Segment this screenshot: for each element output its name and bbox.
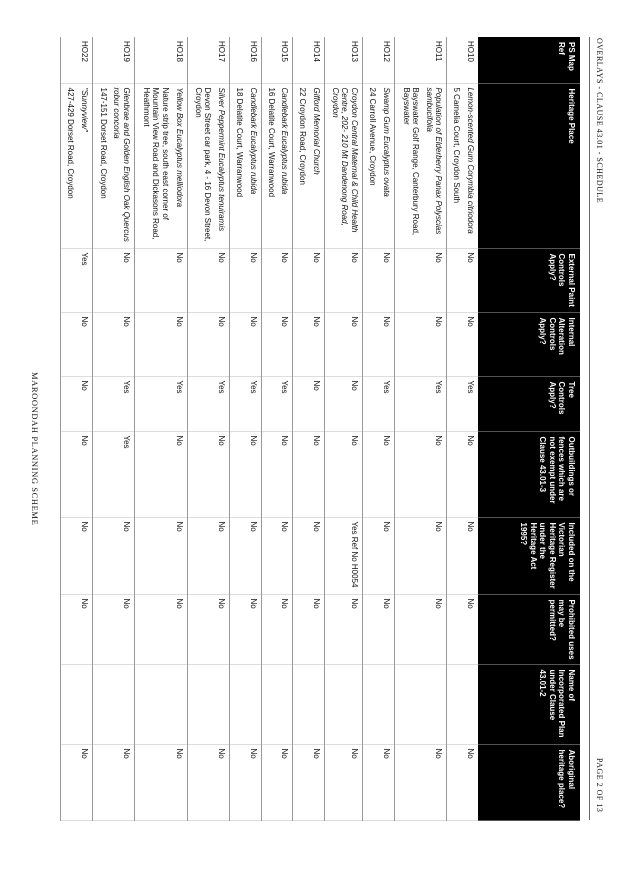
tree-cell: Yes: [92, 376, 134, 431]
schedule-table-rotated: [60, 37, 580, 820]
heritage-place-cell: [394, 83, 447, 248]
table-body: [61, 37, 479, 820]
heritage-place-cell: [447, 83, 478, 248]
column-header: Included on the Victorian Heritage Register under the Heritage Act 1995?: [478, 517, 580, 594]
prohibited-cell: No: [187, 594, 229, 664]
outbuildings-cell: No: [135, 431, 188, 517]
heritage-place-address: 16 Delatite Court, Warranwood: [266, 87, 276, 198]
ref-cell: HO18: [135, 37, 188, 83]
heritage-place-cell: [229, 83, 261, 248]
outbuildings-cell: No: [187, 431, 229, 517]
table-row: [61, 37, 93, 820]
outbuildings-cell: No: [61, 431, 93, 517]
column-header: Outbuildings or fences which are not exempt under Clause 43.01-3: [478, 431, 580, 517]
paint-cell: No: [362, 248, 394, 312]
heritage-place-name: Candlebark Eucalyptus rubida: [248, 87, 258, 195]
aboriginal-cell: No: [394, 744, 447, 820]
outbuildings-cell: Yes: [92, 431, 134, 517]
vhr-cell: Yes Ref No H0054: [325, 517, 363, 594]
paint-cell: Yes: [61, 248, 93, 312]
prohibited-cell: No: [261, 594, 293, 664]
table-header: [478, 37, 580, 820]
heritage-place-address: 5 Camelia Court, Croydon South: [452, 87, 462, 204]
internal-cell: No: [61, 312, 93, 376]
internal-cell: No: [229, 312, 261, 376]
internal-cell: No: [92, 312, 134, 376]
prohibited-cell: No: [293, 594, 325, 664]
aboriginal-cell: No: [92, 744, 134, 820]
vhr-cell: No: [261, 517, 293, 594]
internal-cell: No: [394, 312, 447, 376]
heritage-place-address: 147-151 Dorset Road, Croydon: [98, 87, 108, 199]
outbuildings-cell: No: [394, 431, 447, 517]
outbuildings-cell: No: [261, 431, 293, 517]
ref-cell: HO22: [61, 37, 93, 83]
vhr-cell: No: [61, 517, 93, 594]
column-header: Prohibited uses may be permitted?: [478, 594, 580, 664]
aboriginal-cell: No: [61, 744, 93, 820]
aboriginal-cell: No: [135, 744, 188, 820]
heritage-place-cell: [293, 83, 325, 248]
vhr-cell: No: [92, 517, 134, 594]
plan-cell: [447, 664, 478, 744]
paint-cell: No: [135, 248, 188, 312]
footer-clause: OVERLAYS - CLAUSE 43.01 - SCHEDULE: [595, 38, 604, 204]
footer-rule: [589, 37, 590, 820]
plan-cell: [394, 664, 447, 744]
aboriginal-cell: No: [447, 744, 478, 820]
tree-cell: No: [293, 376, 325, 431]
heritage-place-cell: [325, 83, 363, 248]
internal-cell: No: [135, 312, 188, 376]
vhr-cell: No: [293, 517, 325, 594]
plan-cell: [61, 664, 93, 744]
outbuildings-cell: No: [325, 431, 363, 517]
tree-cell: Yes: [229, 376, 261, 431]
table-row: [394, 37, 447, 820]
internal-cell: No: [293, 312, 325, 376]
heritage-place-name: Swamp Gum Eucalyptus ovata: [381, 87, 391, 197]
internal-cell: No: [447, 312, 478, 376]
table-row: [293, 37, 325, 820]
heritage-place-cell: [61, 83, 93, 248]
prohibited-cell: No: [447, 594, 478, 664]
paint-cell: No: [325, 248, 363, 312]
heritage-place-name: Yellow Box Eucalyptus melliodora: [174, 87, 184, 208]
plan-cell: [92, 664, 134, 744]
table-row: [135, 37, 188, 820]
internal-cell: No: [362, 312, 394, 376]
table-row: [187, 37, 229, 820]
ref-cell: HO15: [261, 37, 293, 83]
aboriginal-cell: No: [293, 744, 325, 820]
table-row: [325, 37, 363, 820]
heritage-place-address: 22 Croydon Road, Croydon: [298, 87, 308, 185]
heritage-place-address: Bayswater Golf Range, Canterbury Road, Bayswater: [401, 87, 421, 236]
heritage-place-name: Candlebark Eucalyptus rubida: [280, 87, 290, 195]
heritage-place-name: Glenbrae and Golden English Oak Quercus robur concoria: [112, 87, 132, 242]
outbuildings-cell: No: [229, 431, 261, 517]
tree-cell: No: [61, 376, 93, 431]
vhr-cell: No: [394, 517, 447, 594]
aboriginal-cell: No: [229, 744, 261, 820]
paint-cell: No: [92, 248, 134, 312]
plan-cell: [135, 664, 188, 744]
internal-cell: No: [187, 312, 229, 376]
ref-cell: HO19: [92, 37, 134, 83]
prohibited-cell: No: [362, 594, 394, 664]
vhr-cell: No: [135, 517, 188, 594]
heritage-place-cell: [261, 83, 293, 248]
vhr-cell: No: [187, 517, 229, 594]
internal-cell: No: [261, 312, 293, 376]
aboriginal-cell: No: [187, 744, 229, 820]
tree-cell: Yes: [261, 376, 293, 431]
ref-cell: HO12: [362, 37, 394, 83]
heritage-place-name: Gifford Memorial Church: [312, 87, 322, 175]
heritage-place-name: "Sunnyview": [79, 87, 89, 132]
prohibited-cell: No: [325, 594, 363, 664]
header-row: [478, 37, 580, 820]
paint-cell: No: [447, 248, 478, 312]
internal-cell: No: [325, 312, 363, 376]
column-header: PS Map Ref: [478, 37, 580, 83]
column-header: Heritage Place: [478, 83, 580, 248]
plan-cell: [187, 664, 229, 744]
aboriginal-cell: No: [261, 744, 293, 820]
heritage-place-address: 24 Carroll Avenue, Croydon: [368, 87, 378, 186]
paint-cell: No: [394, 248, 447, 312]
plan-cell: [229, 664, 261, 744]
scheme-title: MAROONDAH PLANNING SCHEME: [30, 372, 40, 526]
paint-cell: No: [229, 248, 261, 312]
heritage-place-name: Croydon Central Maternal & Child Health Centre, 202- 210 Mt Dandenong Road, Croydon: [330, 87, 359, 233]
column-header: External Paint Controls Apply?: [478, 248, 580, 312]
ref-cell: HO14: [293, 37, 325, 83]
prohibited-cell: No: [61, 594, 93, 664]
tree-cell: Yes: [187, 376, 229, 431]
prohibited-cell: No: [394, 594, 447, 664]
vhr-cell: No: [447, 517, 478, 594]
ref-cell: HO10: [447, 37, 478, 83]
heritage-place-cell: [135, 83, 188, 248]
plan-cell: [362, 664, 394, 744]
paint-cell: No: [293, 248, 325, 312]
outbuildings-cell: No: [447, 431, 478, 517]
tree-cell: No: [325, 376, 363, 431]
table-row: [261, 37, 293, 820]
heritage-place-cell: [92, 83, 134, 248]
vhr-cell: No: [362, 517, 394, 594]
tree-cell: Yes: [447, 376, 478, 431]
ref-cell: HO11: [394, 37, 447, 83]
schedule-table-wrapper: [60, 37, 580, 820]
table-row: [447, 37, 478, 820]
column-header: Tree Controls Apply?: [478, 376, 580, 431]
outbuildings-cell: No: [293, 431, 325, 517]
tree-cell: Yes: [135, 376, 188, 431]
outbuildings-cell: No: [362, 431, 394, 517]
heritage-place-name: Silver Peppermint Eucalyptus tenuiramis: [216, 87, 226, 232]
aboriginal-cell: No: [325, 744, 363, 820]
prohibited-cell: No: [135, 594, 188, 664]
aboriginal-cell: No: [362, 744, 394, 820]
column-header: Name of Incorporated Plan under Clause 43.01-2: [478, 664, 580, 744]
table-row: [92, 37, 134, 820]
prohibited-cell: No: [92, 594, 134, 664]
heritage-place-address: Devon Street car park, 4 - 16 Devon Street, Croydon: [193, 87, 213, 242]
ref-cell: HO17: [187, 37, 229, 83]
heritage-place-name: Population of Elderberry Panax Polyscias sambucifolia: [424, 87, 444, 235]
vhr-cell: No: [229, 517, 261, 594]
column-header: Internal Alteration Controls Apply?: [478, 312, 580, 376]
table-row: [229, 37, 261, 820]
heritage-place-name: Lemon-scented Gum Corymbia citriodora: [466, 87, 475, 234]
plan-cell: [261, 664, 293, 744]
heritage-place-cell: [187, 83, 229, 248]
heritage-place-address: 18 Delatite Court, Warranwood: [235, 87, 244, 198]
heritage-schedule-table: [60, 37, 580, 821]
paint-cell: No: [261, 248, 293, 312]
plan-cell: [325, 664, 363, 744]
table-row: [362, 37, 394, 820]
ref-cell: HO16: [229, 37, 261, 83]
heritage-place-address: 427-429 Dorset Road, Croydon: [66, 87, 76, 199]
tree-cell: Yes: [394, 376, 447, 431]
column-header: Aboriginal heritage place?: [478, 744, 580, 820]
heritage-place-cell: [362, 83, 394, 248]
heritage-place-address: Nature strip tree, south east corner of Mountain View Road and Dickasons Road, Heathmont: [141, 87, 171, 240]
footer-page-number: PAGE 2 OF 13: [595, 758, 604, 813]
tree-cell: Yes: [362, 376, 394, 431]
ref-cell: HO13: [325, 37, 363, 83]
paint-cell: No: [187, 248, 229, 312]
plan-cell: [293, 664, 325, 744]
prohibited-cell: No: [229, 594, 261, 664]
